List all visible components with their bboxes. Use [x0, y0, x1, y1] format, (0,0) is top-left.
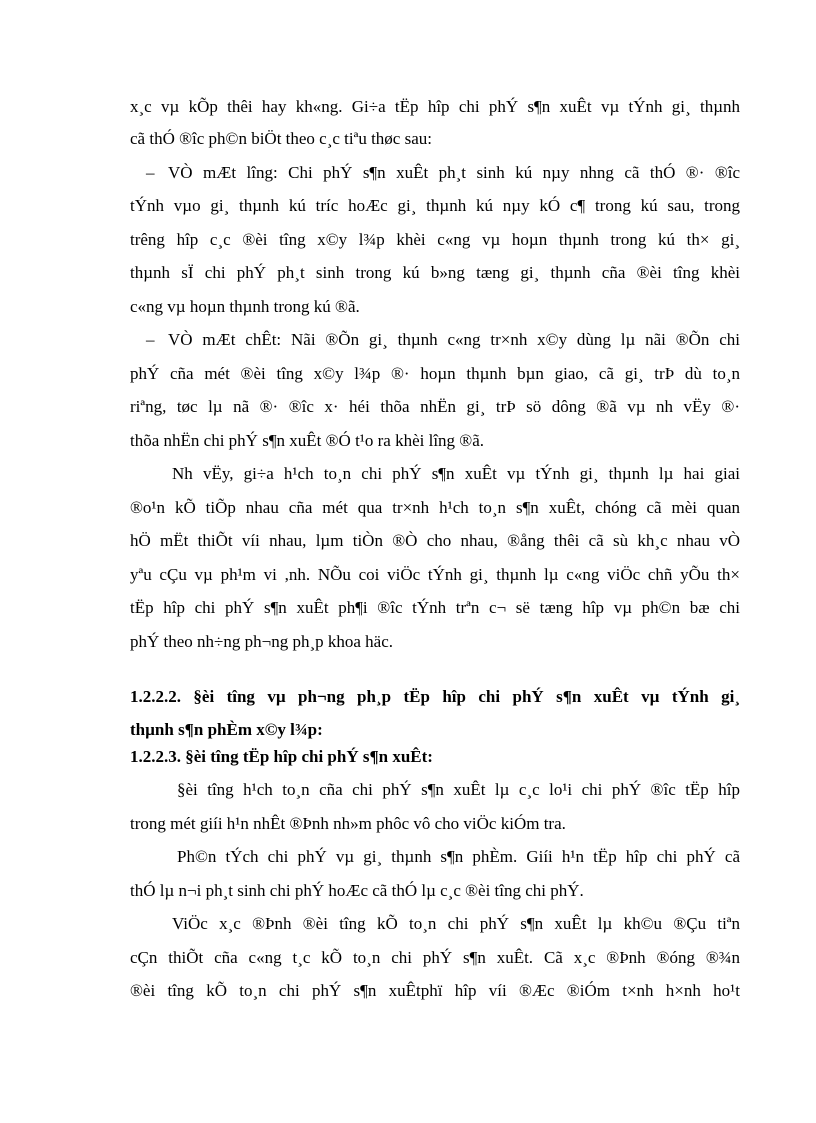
text-line-13: ®o¹n kÕ tiÕp nhau cña mét qua tr×nh h¹ch to¸n s¶n xuÊt, chóng cã mèi quan	[130, 498, 740, 517]
text-line-4: tÝnh vµo gi¸ thµnh kú tríc hoÆc gi¸ thµnh kú nµy kÓ c¶ trong kú sau, trong	[130, 196, 740, 215]
section-heading-1-2-2-2: 1.2.2.2. §èi tîng vµ ph¬ng ph¸p tËp hîp chi phÝ s¶n xuÊt vµ tÝnh gi¸	[130, 687, 740, 706]
text-line-8: VÒ mÆt chÊt: Nãi ®Õn gi¸ thµnh c«ng tr×nh x©y dùng lµ nãi ®Õn chi	[168, 330, 740, 349]
text-line-22: trong mét giíi h¹n nhÊt ®Þnh nh»m phôc vô cho viÖc kiÓm tra.	[130, 814, 566, 833]
text-line-21: §èi tîng h¹ch to¸n cña chi phÝ s¶n xuÊt lµ c¸c lo¹i chi phÝ ®îc tËp hîp	[177, 780, 740, 799]
text-line-12: Nh vËy, gi÷a h¹ch to¸n chi phÝ s¶n xuÊt vµ tÝnh gi¸ thµnh lµ hai giai	[172, 464, 740, 483]
text-line-10: riªng, tøc lµ nã ®· ®îc x· héi thõa nhËn gi¸ trÞ sö dông ®ã vµ nh vËy ®·	[130, 397, 740, 416]
text-line-7: c«ng vµ hoµn thµnh trong kú ®ã.	[130, 297, 360, 316]
text-line-5: trêng hîp c¸c ®èi tîng x©y l¾p khèi c«ng vµ hoµn thµnh trong kú th× gi¸	[130, 230, 740, 249]
text-line-1: x¸c vµ kÕp thêi hay kh«ng. Gi÷a tËp hîp chi phÝ s¶n xuÊt vµ tÝnh gi¸ thµnh	[130, 97, 740, 116]
bullet-dash-2: –	[146, 330, 155, 349]
text-line-14: hÖ mËt thiÕt víi nhau, lµm tiÒn ®Ò cho nhau, ®ång thêi cã sù kh¸c nhau vÒ	[130, 531, 740, 550]
section-heading-1-2-2-3: 1.2.2.3. §èi tîng tËp hîp chi phÝ s¶n xuÊt:	[130, 747, 433, 766]
text-line-15: yªu cÇu vµ ph¹m vi ,nh. NÕu coi viÖc tÝnh gi¸ thµnh lµ c«ng viÖc chñ yÕu th×	[130, 565, 740, 584]
text-line-9: phÝ cña mét ®èi tîng x©y l¾p ®· hoµn thµnh bµn giao, cã gi¸ trÞ dù to¸n	[130, 364, 740, 383]
text-line-16: tËp hîp chi phÝ s¶n xuÊt ph¶i ®îc tÝnh trªn c¬ së tæng hîp vµ ph©n bæ chi	[130, 598, 740, 617]
text-line-23: Ph©n tÝch chi phÝ vµ gi¸ thµnh s¶n phÈm. Giíi h¹n tËp hîp chi phÝ cã	[177, 847, 740, 866]
text-line-26: cÇn thiÕt cña c«ng t¸c kÕ to¸n chi phÝ s¶n xuÊt. Cã x¸c ®Þnh ®óng ®¾n	[130, 948, 740, 967]
text-line-6: thµnh sÏ chi phÝ ph¸t sinh trong kú b»ng tæng gi¸ thµnh cña ®èi tîng khèi	[130, 263, 740, 282]
text-line-25: ViÖc x¸c ®Þnh ®èi tîng kÕ to¸n chi phÝ s¶n xuÊt lµ kh©u ®Çu tiªn	[172, 914, 740, 933]
text-line-24: thÓ lµ n¬i ph¸t sinh chi phÝ hoÆc cã thÓ lµ c¸c ®èi tîng chi phÝ.	[130, 881, 584, 900]
text-line-11: thõa nhËn chi phÝ s¶n xuÊt ®Ó t¹o ra khèi lîng ®ã.	[130, 431, 485, 450]
text-line-2: cã thÓ ®îc ph©n biÖt theo c¸c tiªu thøc sau:	[130, 129, 432, 148]
section-heading-1-2-2-2-cont: thµnh s¶n phÈm x©y l¾p:	[130, 720, 323, 739]
bullet-dash-1: –	[146, 163, 155, 182]
text-line-17: phÝ theo nh÷ng ph¬ng ph¸p khoa häc.	[130, 632, 394, 651]
text-line-27: ®èi tîng kÕ to¸n chi phÝ s¶n xuÊtphï hîp víi ®Æc ®iÓm t×nh h×nh ho¹t	[130, 981, 740, 1000]
text-line-3: VÒ mÆt lîng: Chi phÝ s¶n xuÊt ph¸t sinh kú nµy nhng cã thÓ ®· ®îc	[168, 163, 740, 182]
